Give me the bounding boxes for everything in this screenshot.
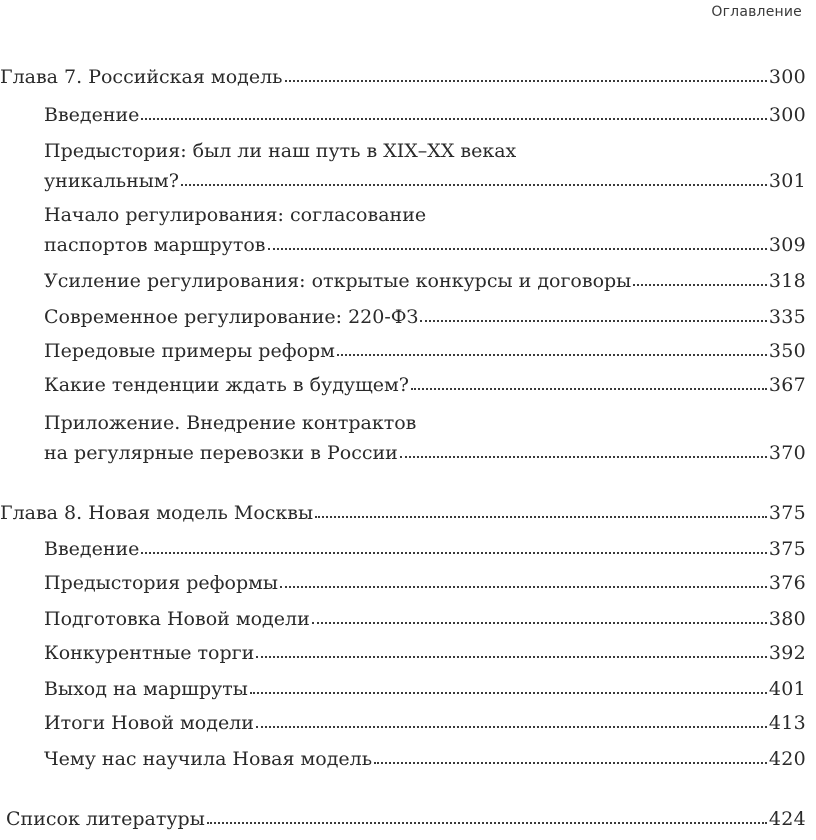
toc-entry-title-line1: Приложение. Внедрение контрактов (44, 412, 417, 434)
toc-entry-title: Передовые примеры реформ (44, 340, 335, 362)
toc-entry-title: Введение (44, 104, 140, 126)
toc-page-number: 309 (768, 234, 806, 256)
toc-page-number: 420 (768, 748, 806, 770)
toc-item-ch8-reform-prehistory[interactable] (44, 568, 806, 598)
toc-entry-title: Предыстория реформы (44, 572, 279, 594)
toc-entry-title: Чему нас научила Новая модель (44, 748, 373, 770)
toc-item-ch7-prehistory[interactable] (44, 136, 806, 196)
toc-entry-title: Итоги Новой модели (44, 712, 254, 734)
dot-leader (420, 304, 766, 323)
dot-leader (411, 372, 767, 391)
toc-entry-title: Введение (44, 538, 140, 560)
dot-leader (312, 606, 767, 625)
toc-item-ch7-regulation-strengthening[interactable] (44, 266, 806, 296)
toc-item-ch7-modern-regulation[interactable] (44, 302, 806, 332)
dot-leader (207, 806, 767, 825)
toc-page-number: 318 (768, 270, 806, 292)
dot-leader (315, 500, 767, 519)
dot-leader (250, 676, 767, 695)
toc-page-number: 300 (768, 66, 806, 88)
toc-item-ch8-model-preparation[interactable] (44, 604, 806, 634)
toc-item-ch8-introduction[interactable] (44, 534, 806, 564)
toc-entry-title-line2: паспортов маршрутов (44, 234, 266, 256)
toc-item-ch8-lessons[interactable] (44, 744, 806, 774)
running-header: Оглавление (711, 4, 802, 20)
toc-page-number: 380 (768, 608, 806, 630)
toc-page-number: 301 (768, 170, 806, 192)
dot-leader (256, 640, 767, 659)
dot-leader (141, 102, 766, 121)
toc-item-ch7-reform-examples[interactable] (44, 336, 806, 366)
toc-entry-title: Усиление регулирования: открытые конкурсы и договоры (44, 270, 632, 292)
toc-chapter-7[interactable] (0, 62, 806, 92)
dot-leader (256, 710, 767, 729)
toc-page-number: 375 (768, 502, 806, 524)
toc-page-number: 424 (768, 808, 806, 830)
dot-leader (633, 268, 767, 287)
toc-entry-title: Список литературы (6, 808, 205, 830)
toc-page-number: 370 (768, 442, 806, 464)
toc-page-number: 375 (768, 538, 806, 560)
toc-bibliography[interactable] (6, 804, 806, 834)
toc-entry-title-line1: Предыстория: был ли наш путь в XIX–XX веках (44, 140, 517, 162)
dot-leader (374, 746, 767, 765)
toc-entry-title: Глава 8. Новая модель Москвы (0, 502, 314, 524)
toc-page-number: 335 (768, 306, 806, 328)
toc-item-ch8-competitive-bidding[interactable] (44, 638, 806, 668)
toc-chapter-8[interactable] (0, 498, 806, 528)
toc-page-number: 350 (768, 340, 806, 362)
toc-page-number: 401 (768, 678, 806, 700)
toc-page-number: 367 (768, 374, 806, 396)
dot-leader (141, 536, 766, 555)
dot-leader (285, 64, 767, 83)
toc-entry-title: Выход на маршруты (44, 678, 248, 700)
toc-entry-title: Подготовка Новой модели (44, 608, 310, 630)
dot-leader (337, 338, 767, 357)
toc-page-number: 413 (768, 712, 806, 734)
toc-item-ch7-introduction[interactable] (44, 100, 806, 130)
toc-item-ch7-future-trends[interactable] (44, 370, 806, 400)
toc-entry-title: Какие тенденции ждать в будущем? (44, 374, 409, 396)
toc-page-number: 300 (768, 104, 806, 126)
dot-leader (181, 168, 767, 187)
dot-leader (280, 570, 767, 589)
toc-item-ch8-model-results[interactable] (44, 708, 806, 738)
toc-item-ch7-regulation-start[interactable] (44, 200, 806, 260)
toc-entry-title-line2: на регулярные перевозки в России (44, 442, 398, 464)
toc-entry-title: Современное регулирование: 220-ФЗ (44, 306, 419, 328)
dot-leader (268, 232, 767, 251)
toc-entry-title: Глава 7. Российская модель (0, 66, 283, 88)
toc-item-ch8-route-launch[interactable] (44, 674, 806, 704)
toc-item-ch7-appendix[interactable] (44, 408, 806, 468)
toc-entry-title-line1: Начало регулирования: согласование (44, 204, 427, 226)
toc-page-number: 392 (768, 642, 806, 664)
toc-entry-title-line2: уникальным? (44, 170, 179, 192)
dot-leader (400, 440, 767, 459)
toc-page-number: 376 (768, 572, 806, 594)
toc-entry-title: Конкурентные торги (44, 642, 255, 664)
